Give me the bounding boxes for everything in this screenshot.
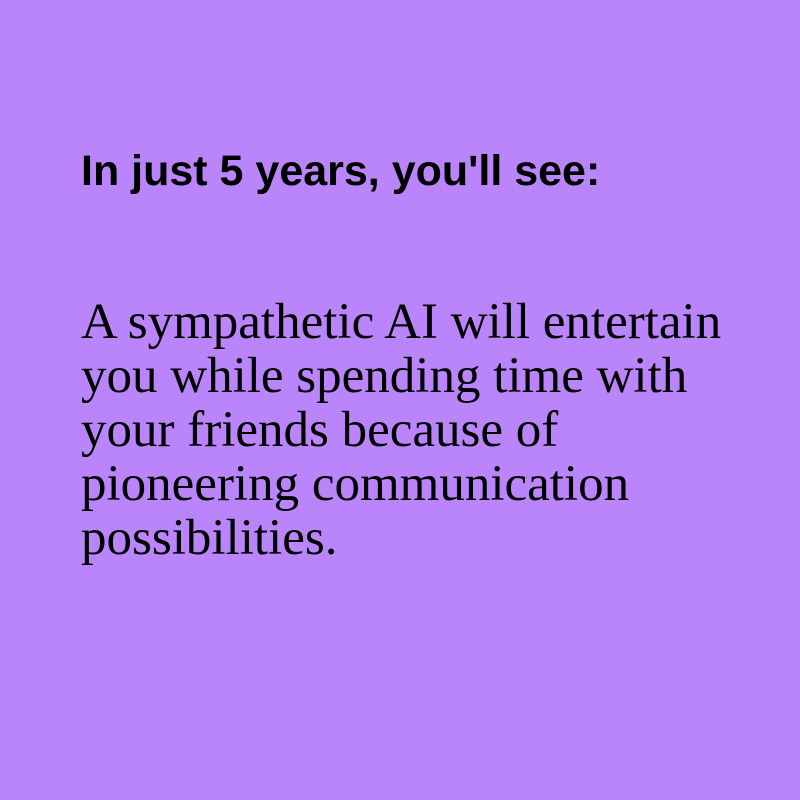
card-body-text: A sympathetic AI will entertain you while spending time with your friends because of pioneering communication possibilities. (81, 294, 722, 566)
card-heading: In just 5 years, you'll see: (81, 147, 601, 195)
